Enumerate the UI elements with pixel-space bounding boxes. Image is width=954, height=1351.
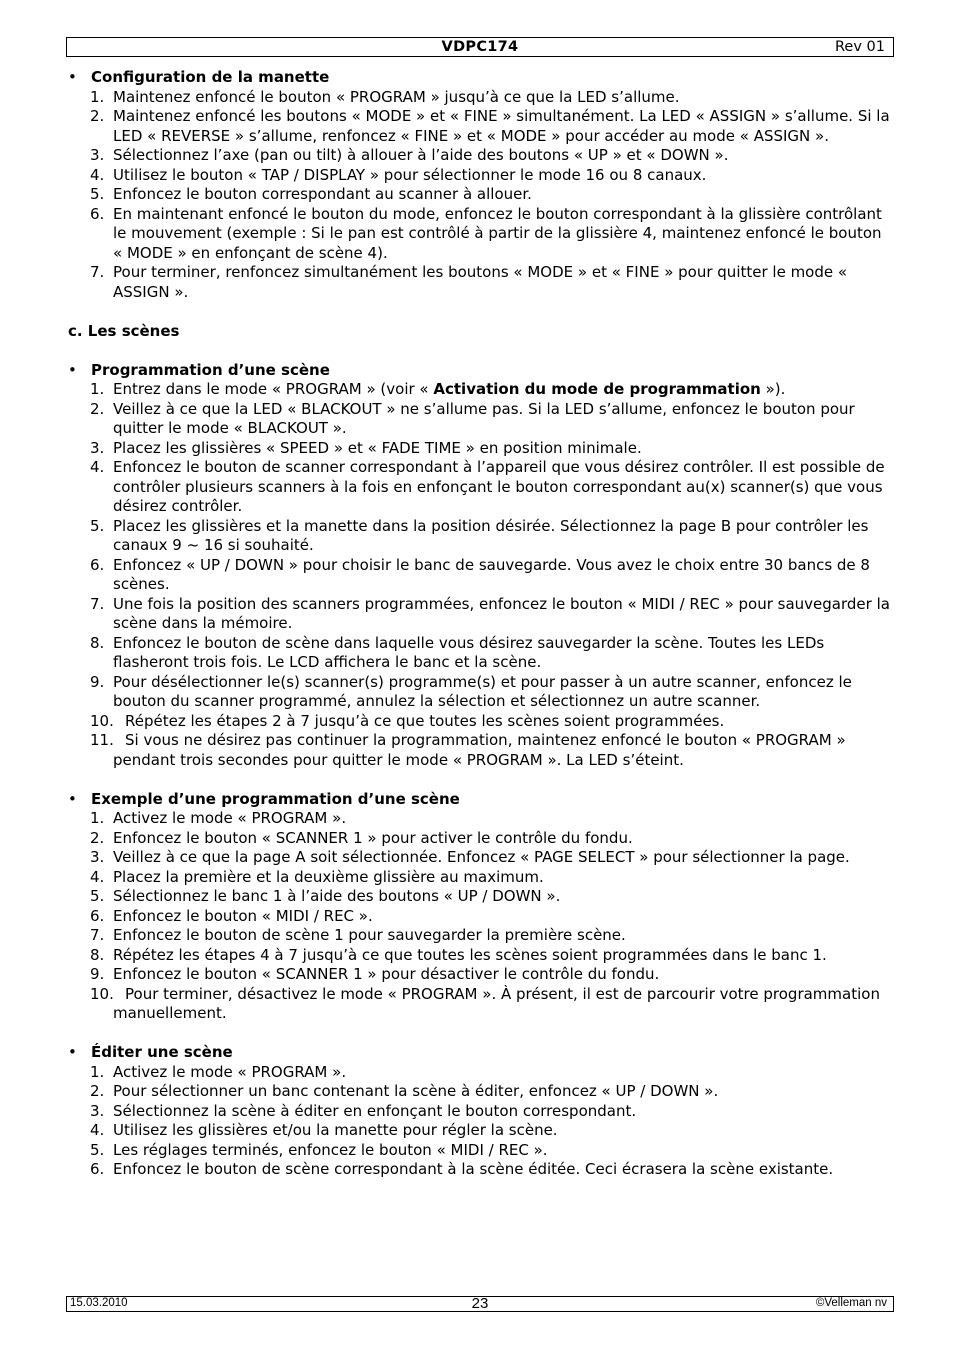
scene-example-steps <box>68 809 894 1024</box>
section-c-title: c. Les scènes <box>68 321 180 340</box>
list-item: 6. Enfoncez « UP / DOWN » pour choisir le banc de sauvegarde. Vous avez le choix entre 30 bancs de 8 scènes. <box>90 555 870 593</box>
scene-edit-steps <box>68 1063 894 1180</box>
list-item: 10. Répétez les étapes 2 à 7 jusqu’à ce que toutes les scènes soient programmées. <box>90 711 725 730</box>
list-item: 1. Maintenez enfoncé le bouton « PROGRAM » jusqu’à ce que la LED s’allume. <box>90 87 680 106</box>
list-item: 10. Pour terminer, désactivez le mode « PROGRAM ». À présent, il est de parcourir votre programmation manuellement. <box>90 984 880 1022</box>
scene-edit-heading <box>68 1043 894 1063</box>
footer-copyright: ©Velleman nv <box>815 1297 887 1309</box>
list-item: 2. Enfoncez le bouton « SCANNER 1 » pour activer le contrôle du fondu. <box>90 828 633 847</box>
list-item: 2. Veillez à ce que la LED « BLACKOUT » ne s’allume pas. Si la LED s’allume, enfoncez le bouton pour quitter le mode « BLACKOUT ». <box>90 399 855 437</box>
bullet-icon: • <box>68 360 77 379</box>
scene-programming-title: Programmation d’une scène <box>91 360 330 379</box>
list-item: 11. Si vous ne désirez pas continuer la programmation, maintenez enfoncé le bouton « PROGRAM » pendant trois secondes pour quitter le mode « PROGRAM ». La LED s’éteint. <box>90 731 846 769</box>
page-content <box>68 68 894 1180</box>
page-header <box>66 37 894 57</box>
list-item: 1. Entrez dans le mode « PROGRAM » (voir « Activation du mode de programmation »). <box>90 380 786 398</box>
list-item: 1. Activez le mode « PROGRAM ». <box>90 1062 347 1081</box>
scene-edit-title: Éditer une scène <box>91 1043 233 1061</box>
list-item: 6. En maintenant enfoncé le bouton du mode, enfoncez le bouton correspondant à la glissière contrôlant le mouvement (exemple : Si le pan est contrôlé à partir de la glissière 4, maintenez enfoncé le bouton « MODE » en enfonçant de scène 4). <box>90 204 882 262</box>
model-name: VDPC174 <box>441 39 519 55</box>
joystick-config-steps <box>68 88 894 303</box>
list-item: 6. Enfoncez le bouton de scène correspondant à la scène éditée. Ceci écrasera la scène existante. <box>90 1160 834 1178</box>
footer-date: 15.03.2010 <box>70 1297 128 1309</box>
list-item: 4. Placez la première et la deuxième glissière au maximum. <box>90 867 544 886</box>
list-item: 5. Sélectionnez le banc 1 à l’aide des boutons « UP / DOWN ». <box>90 887 561 905</box>
list-item: 3. Sélectionnez la scène à éditer en enfonçant le bouton correspondant. <box>90 1101 637 1120</box>
joystick-config-title: Configuration de la manette <box>91 68 330 86</box>
scene-example-title: Exemple d’une programmation d’une scène <box>91 789 460 808</box>
list-item: 5. Placez les glissières et la manette dans la position désirée. Sélectionnez la page B pour contrôler les canaux 9 ~ 16 si souhaité. <box>90 516 869 554</box>
list-item: 5. Enfoncez le bouton correspondant au scanner à allouer. <box>90 185 532 203</box>
joystick-config-heading <box>68 68 894 88</box>
list-item: 4. Utilisez le bouton « TAP / DISPLAY » pour sélectionner le mode 16 ou 8 canaux. <box>90 165 707 184</box>
page-number: 23 <box>471 1295 489 1312</box>
bullet-icon: • <box>68 68 77 86</box>
scene-programming-steps <box>68 380 894 770</box>
list-item: 4. Utilisez les glissières et/ou la manette pour régler la scène. <box>90 1121 558 1139</box>
list-item: 7. Pour terminer, renfoncez simultanément les boutons « MODE » et « FINE » pour quitter le mode « ASSIGN ». <box>90 263 848 301</box>
bullet-icon: • <box>68 789 77 808</box>
list-item: 3. Veillez à ce que la page A soit sélectionnée. Enfoncez « PAGE SELECT » pour sélectionner la page. <box>90 848 850 866</box>
scene-programming-heading <box>68 361 894 381</box>
scene-example-heading <box>68 790 894 810</box>
list-item: 8. Enfoncez le bouton de scène dans laquelle vous désirez sauvegarder la scène. Toutes les LEDs flasheront trois fois. Le LCD affichera le banc et la scène. <box>90 633 825 671</box>
bullet-icon: • <box>68 1043 77 1061</box>
list-item: 4. Enfoncez le bouton de scanner correspondant à l’appareil que vous désirez contrôler. Il est possible de contrôler plusieurs scanners à la fois en enfonçant le bouton correspondant au(x) scanner(s) que vous désirez contrôler. <box>90 458 885 515</box>
list-item: 3. Sélectionnez l’axe (pan ou tilt) à allouer à l’aide des boutons « UP » et « DOWN ». <box>90 146 729 164</box>
list-item: 2. Maintenez enfoncé les boutons « MODE » et « FINE » simultanément. La LED « ASSIGN » s’allume. Si la LED « REVERSE » s’allume, renfoncez « FINE » et « MODE » pour accéder au mode « ASSIGN ». <box>90 107 890 145</box>
list-item: 9. Pour désélectionner le(s) scanner(s) programme(s) et pour passer à un autre scanner, enfoncez le bouton du scanner programmé, annulez la sélection et sélectionnez un autre scanner. <box>90 672 852 710</box>
list-item: 6. Enfoncez le bouton « MIDI / REC ». <box>90 906 373 925</box>
list-item: 7. Enfoncez le bouton de scène 1 pour sauvegarder la première scène. <box>90 926 626 944</box>
list-item: 7. Une fois la position des scanners programmées, enfoncez le bouton « MIDI / REC » pour sauvegarder la scène dans la mémoire. <box>90 594 890 632</box>
list-item: 9. Enfoncez le bouton « SCANNER 1 » pour désactiver le contrôle du fondu. <box>90 965 660 983</box>
revision-label: Rev 01 <box>835 39 885 55</box>
list-item: 5. Les réglages terminés, enfoncez le bouton « MIDI / REC ». <box>90 1140 548 1159</box>
list-item: 8. Répétez les étapes 4 à 7 jusqu’à ce que toutes les scènes soient programmées dans le banc 1. <box>90 945 827 964</box>
list-item: 3. Placez les glissières « SPEED » et « FADE TIME » en position minimale. <box>90 438 642 457</box>
list-item: 1. Activez le mode « PROGRAM ». <box>90 809 347 827</box>
cross-reference: Activation du mode de programmation <box>433 380 761 398</box>
list-item: 2. Pour sélectionner un banc contenant la scène à éditer, enfoncez « UP / DOWN ». <box>90 1082 719 1100</box>
page-footer <box>66 1296 894 1312</box>
